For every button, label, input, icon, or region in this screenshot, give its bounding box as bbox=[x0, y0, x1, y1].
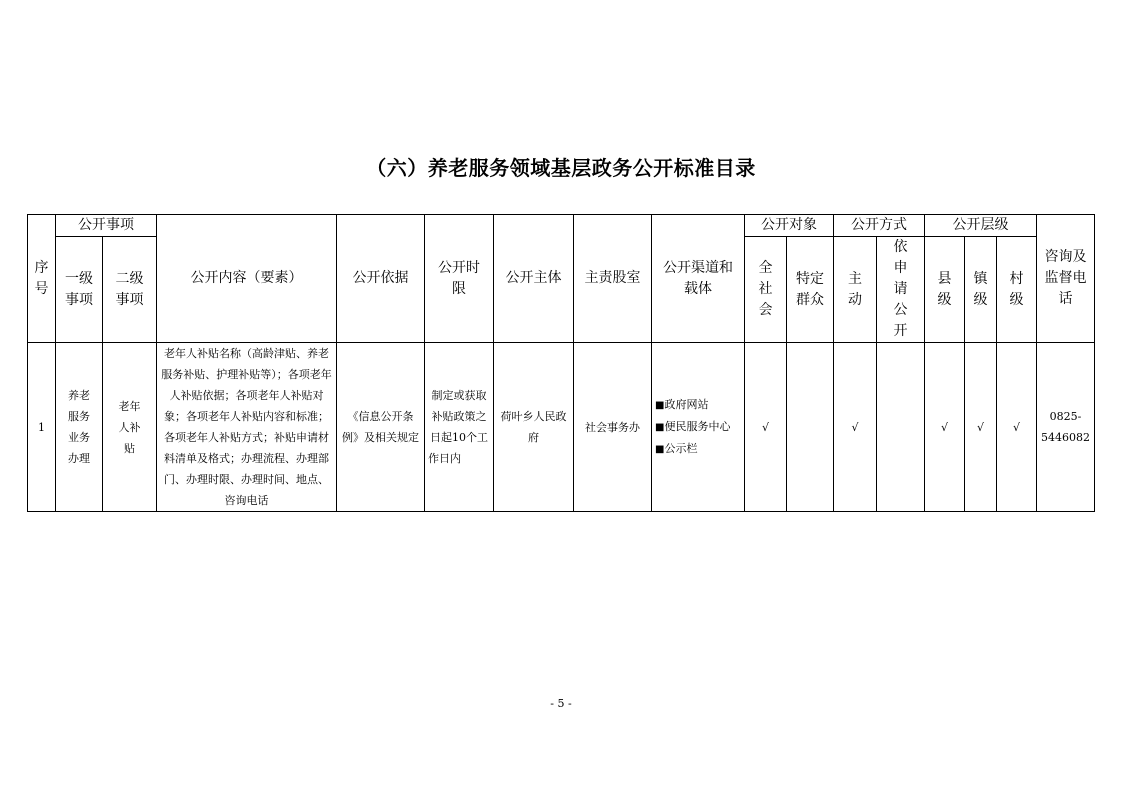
header-lvl-county: 县级 bbox=[925, 237, 965, 343]
header-method-group: 公开方式 bbox=[834, 215, 925, 237]
header-basis: 公开依据 bbox=[337, 215, 425, 343]
cell-method-active: √ bbox=[834, 343, 877, 512]
square-bullet-icon: ■ bbox=[655, 400, 665, 411]
channel-item bbox=[655, 416, 741, 438]
cell-lvl-county: √ bbox=[925, 343, 965, 512]
page-number: - 5 - bbox=[550, 697, 572, 710]
header-method-apply: 依申请公开 bbox=[877, 237, 925, 343]
cell-basis: 《信息公开条例》及相关规定 bbox=[337, 343, 425, 512]
page-title: （六）养老服务领域基层政务公开标准目录 bbox=[366, 156, 756, 180]
header-seq: 序号 bbox=[28, 215, 56, 343]
header-dept: 主责股室 bbox=[574, 215, 652, 343]
header-level-group: 公开层级 bbox=[925, 215, 1037, 237]
cell-method-apply bbox=[877, 343, 925, 512]
channel-label: 公示栏 bbox=[664, 442, 698, 455]
header-time-limit: 公开时限 bbox=[425, 215, 494, 343]
header-obj-all: 全社会 bbox=[745, 237, 787, 343]
cell-seq: 1 bbox=[28, 343, 56, 512]
header-lvl-town: 镇级 bbox=[965, 237, 997, 343]
channel-item bbox=[655, 438, 741, 460]
header-method-active: 主动 bbox=[834, 237, 877, 343]
catalog-table bbox=[27, 214, 1095, 512]
header-items-group: 公开事项 bbox=[56, 215, 157, 237]
cell-lvl-village: √ bbox=[997, 343, 1037, 512]
header-object-group: 公开对象 bbox=[745, 215, 834, 237]
header-content: 公开内容（要素） bbox=[157, 215, 337, 343]
channel-label: 便民服务中心 bbox=[664, 420, 731, 433]
header-phone: 咨询及监督电话 bbox=[1037, 215, 1095, 343]
channel-item bbox=[655, 394, 741, 416]
cell-phone: 0825-5446082 bbox=[1037, 343, 1095, 512]
square-bullet-icon: ■ bbox=[655, 422, 665, 433]
cell-time-limit: 制定或获取补贴政策之日起10个工作日内 bbox=[425, 343, 494, 512]
header-obj-specific: 特定群众 bbox=[787, 237, 834, 343]
cell-dept: 社会事务办 bbox=[574, 343, 652, 512]
header-level1: 一级事项 bbox=[56, 237, 103, 343]
cell-channel bbox=[652, 343, 745, 512]
square-bullet-icon: ■ bbox=[655, 444, 665, 455]
cell-obj-all: √ bbox=[745, 343, 787, 512]
cell-subject: 荷叶乡人民政府 bbox=[494, 343, 574, 512]
header-level2: 二级事项 bbox=[103, 237, 157, 343]
header-channel: 公开渠道和载体 bbox=[652, 215, 745, 343]
header-subject: 公开主体 bbox=[494, 215, 574, 343]
header-lvl-village: 村级 bbox=[997, 237, 1037, 343]
cell-level2: 老年人补贴 bbox=[103, 343, 157, 512]
cell-level1: 养老服务业务办理 bbox=[56, 343, 103, 512]
channel-label: 政府网站 bbox=[664, 398, 709, 411]
cell-obj-specific bbox=[787, 343, 834, 512]
cell-content: 老年人补贴名称（高龄津贴、养老服务补贴、护理补贴等）；各项老年人补贴依据；各项老年人补贴对象；各项老年人补贴内容和标准；各项老年人补贴方式；补贴申请材料清单及格式；办理流程、办理部门、办理时限、办理时间、地点、咨询电话 bbox=[157, 343, 337, 512]
cell-lvl-town: √ bbox=[965, 343, 997, 512]
table-row bbox=[28, 343, 1095, 512]
